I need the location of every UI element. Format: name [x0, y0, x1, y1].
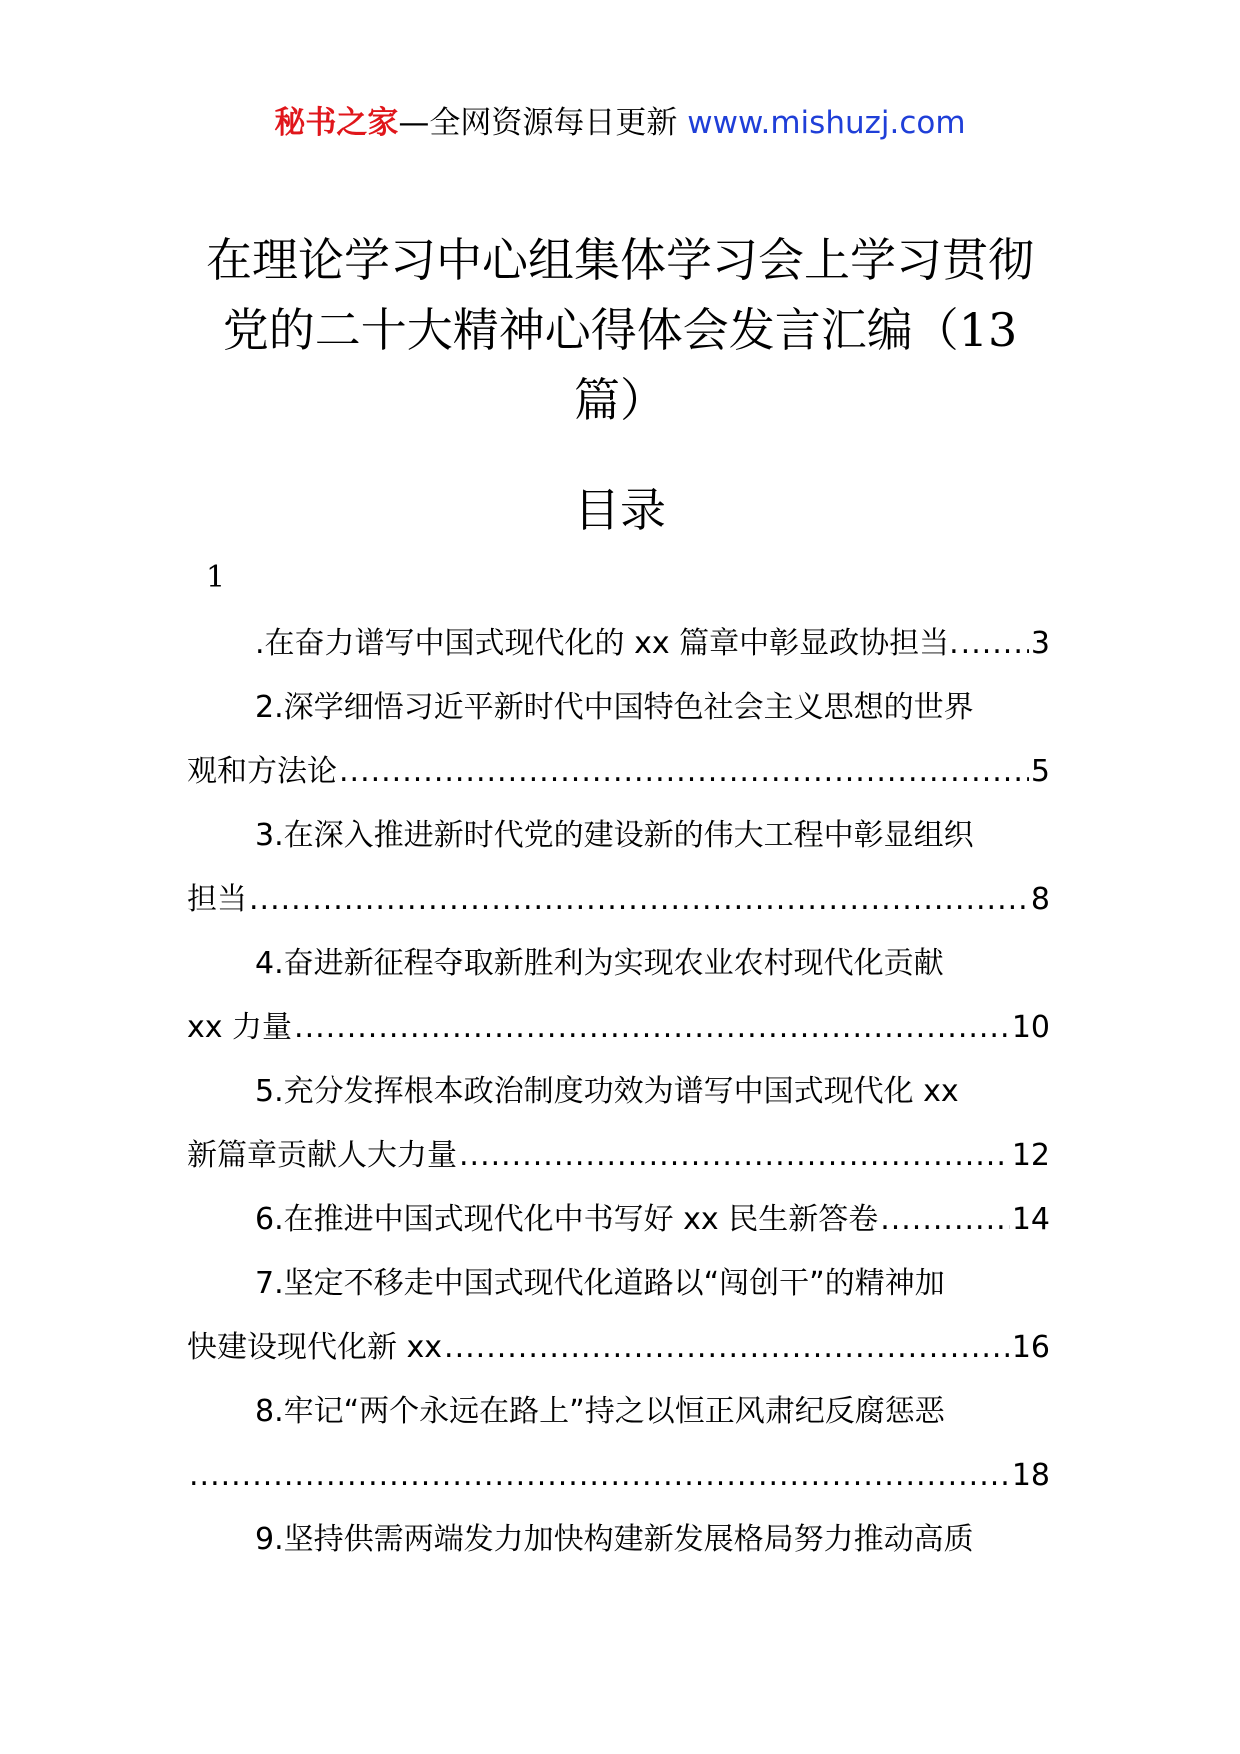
- toc-page-number: 10: [1011, 1010, 1050, 1045]
- toc-entry-line: [187, 868, 1050, 932]
- site-header: [0, 103, 1240, 143]
- toc-entry-line[interactable]: [187, 1252, 1050, 1316]
- toc-page-number: 3: [1030, 626, 1050, 661]
- toc-stray-number: 1: [206, 560, 226, 595]
- toc-page-number: 18: [1011, 1458, 1050, 1493]
- toc-dot-leader: [880, 1188, 1010, 1252]
- toc-entry-line: [187, 740, 1050, 804]
- toc-heading: 目录: [574, 483, 666, 537]
- toc-entry-line[interactable]: [187, 1508, 1050, 1572]
- toc-entry-text: 担当: [187, 882, 247, 917]
- toc-page-number: 14: [1011, 1202, 1050, 1237]
- toc-entry-text: 7.坚定不移走中国式现代化道路以“闯创干”的精神加: [255, 1266, 945, 1301]
- title-line-2: 党的二十大精神心得体会发言汇编（13: [222, 303, 1018, 357]
- toc-entry-text: 快建设现代化新 xx: [187, 1330, 443, 1365]
- toc-entry-text: 2.深学细悟习近平新时代中国特色社会主义思想的世界: [255, 690, 974, 725]
- toc-dot-leader: [339, 740, 1029, 804]
- toc-entry-text: 9.坚持供需两端发力加快构建新发展格局努力推动高质: [255, 1522, 974, 1557]
- toc-entry-line: [187, 1316, 1050, 1380]
- toc-page-number: 5: [1030, 754, 1050, 789]
- toc-entry-text: 3.在深入推进新时代党的建设新的伟大工程中彰显组织: [255, 818, 974, 853]
- toc-entry-line[interactable]: [187, 1380, 1050, 1444]
- toc-entry-text: xx 力量: [187, 1010, 293, 1045]
- toc-page-number: 16: [1011, 1330, 1050, 1365]
- title-line-1: 在理论学习中心组集体学习会上学习贯彻: [206, 233, 1034, 287]
- toc-entry-text: 4.奋进新征程夺取新胜利为实现农业农村现代化贡献: [255, 946, 944, 981]
- toc-entry-line[interactable]: [187, 1188, 1050, 1252]
- toc-dot-leader: [444, 1316, 1010, 1380]
- toc-entry-line[interactable]: [187, 1060, 1050, 1124]
- toc-entry-line[interactable]: [187, 932, 1050, 996]
- website-link[interactable]: www.mishuzj.com: [687, 105, 966, 141]
- toc-entry-text: 6.在推进中国式现代化中书写好 xx 民生新答卷: [255, 1202, 879, 1237]
- table-of-contents: [187, 612, 1050, 1572]
- header-slogan: —全网资源每日更新: [398, 105, 688, 141]
- toc-entry-line[interactable]: [187, 612, 1050, 676]
- document-title: [200, 225, 1040, 435]
- toc-page-number: 8: [1030, 882, 1050, 917]
- toc-dot-leader: [459, 1124, 1010, 1188]
- toc-entry-text: .在奋力谱写中国式现代化的 xx 篇章中彰显政协担当.: [255, 626, 959, 661]
- toc-entry-line: [187, 1124, 1050, 1188]
- toc-entry-line: [187, 996, 1050, 1060]
- title-line-3: 篇）: [574, 373, 666, 427]
- brand-name: 秘书之家: [274, 105, 399, 141]
- title-count: 13: [958, 303, 1018, 357]
- toc-entry-line: [187, 1444, 1050, 1508]
- toc-entry-line[interactable]: [187, 804, 1050, 868]
- toc-entry-text: 新篇章贡献人大力量: [187, 1138, 457, 1173]
- toc-page-number: 12: [1011, 1138, 1050, 1173]
- toc-dot-leader: [189, 1444, 1010, 1508]
- toc-entry-text: 5.充分发挥根本政治制度功效为谱写中国式现代化 xx: [255, 1074, 959, 1109]
- toc-entry-text: 观和方法论: [187, 754, 337, 789]
- toc-entry-text: 8.牢记“两个永远在路上”持之以恒正风肃纪反腐惩恶: [255, 1394, 945, 1429]
- toc-dot-leader: [249, 868, 1029, 932]
- toc-dot-leader: [961, 612, 1029, 676]
- toc-dot-leader: [294, 996, 1010, 1060]
- toc-entry-line[interactable]: [187, 676, 1050, 740]
